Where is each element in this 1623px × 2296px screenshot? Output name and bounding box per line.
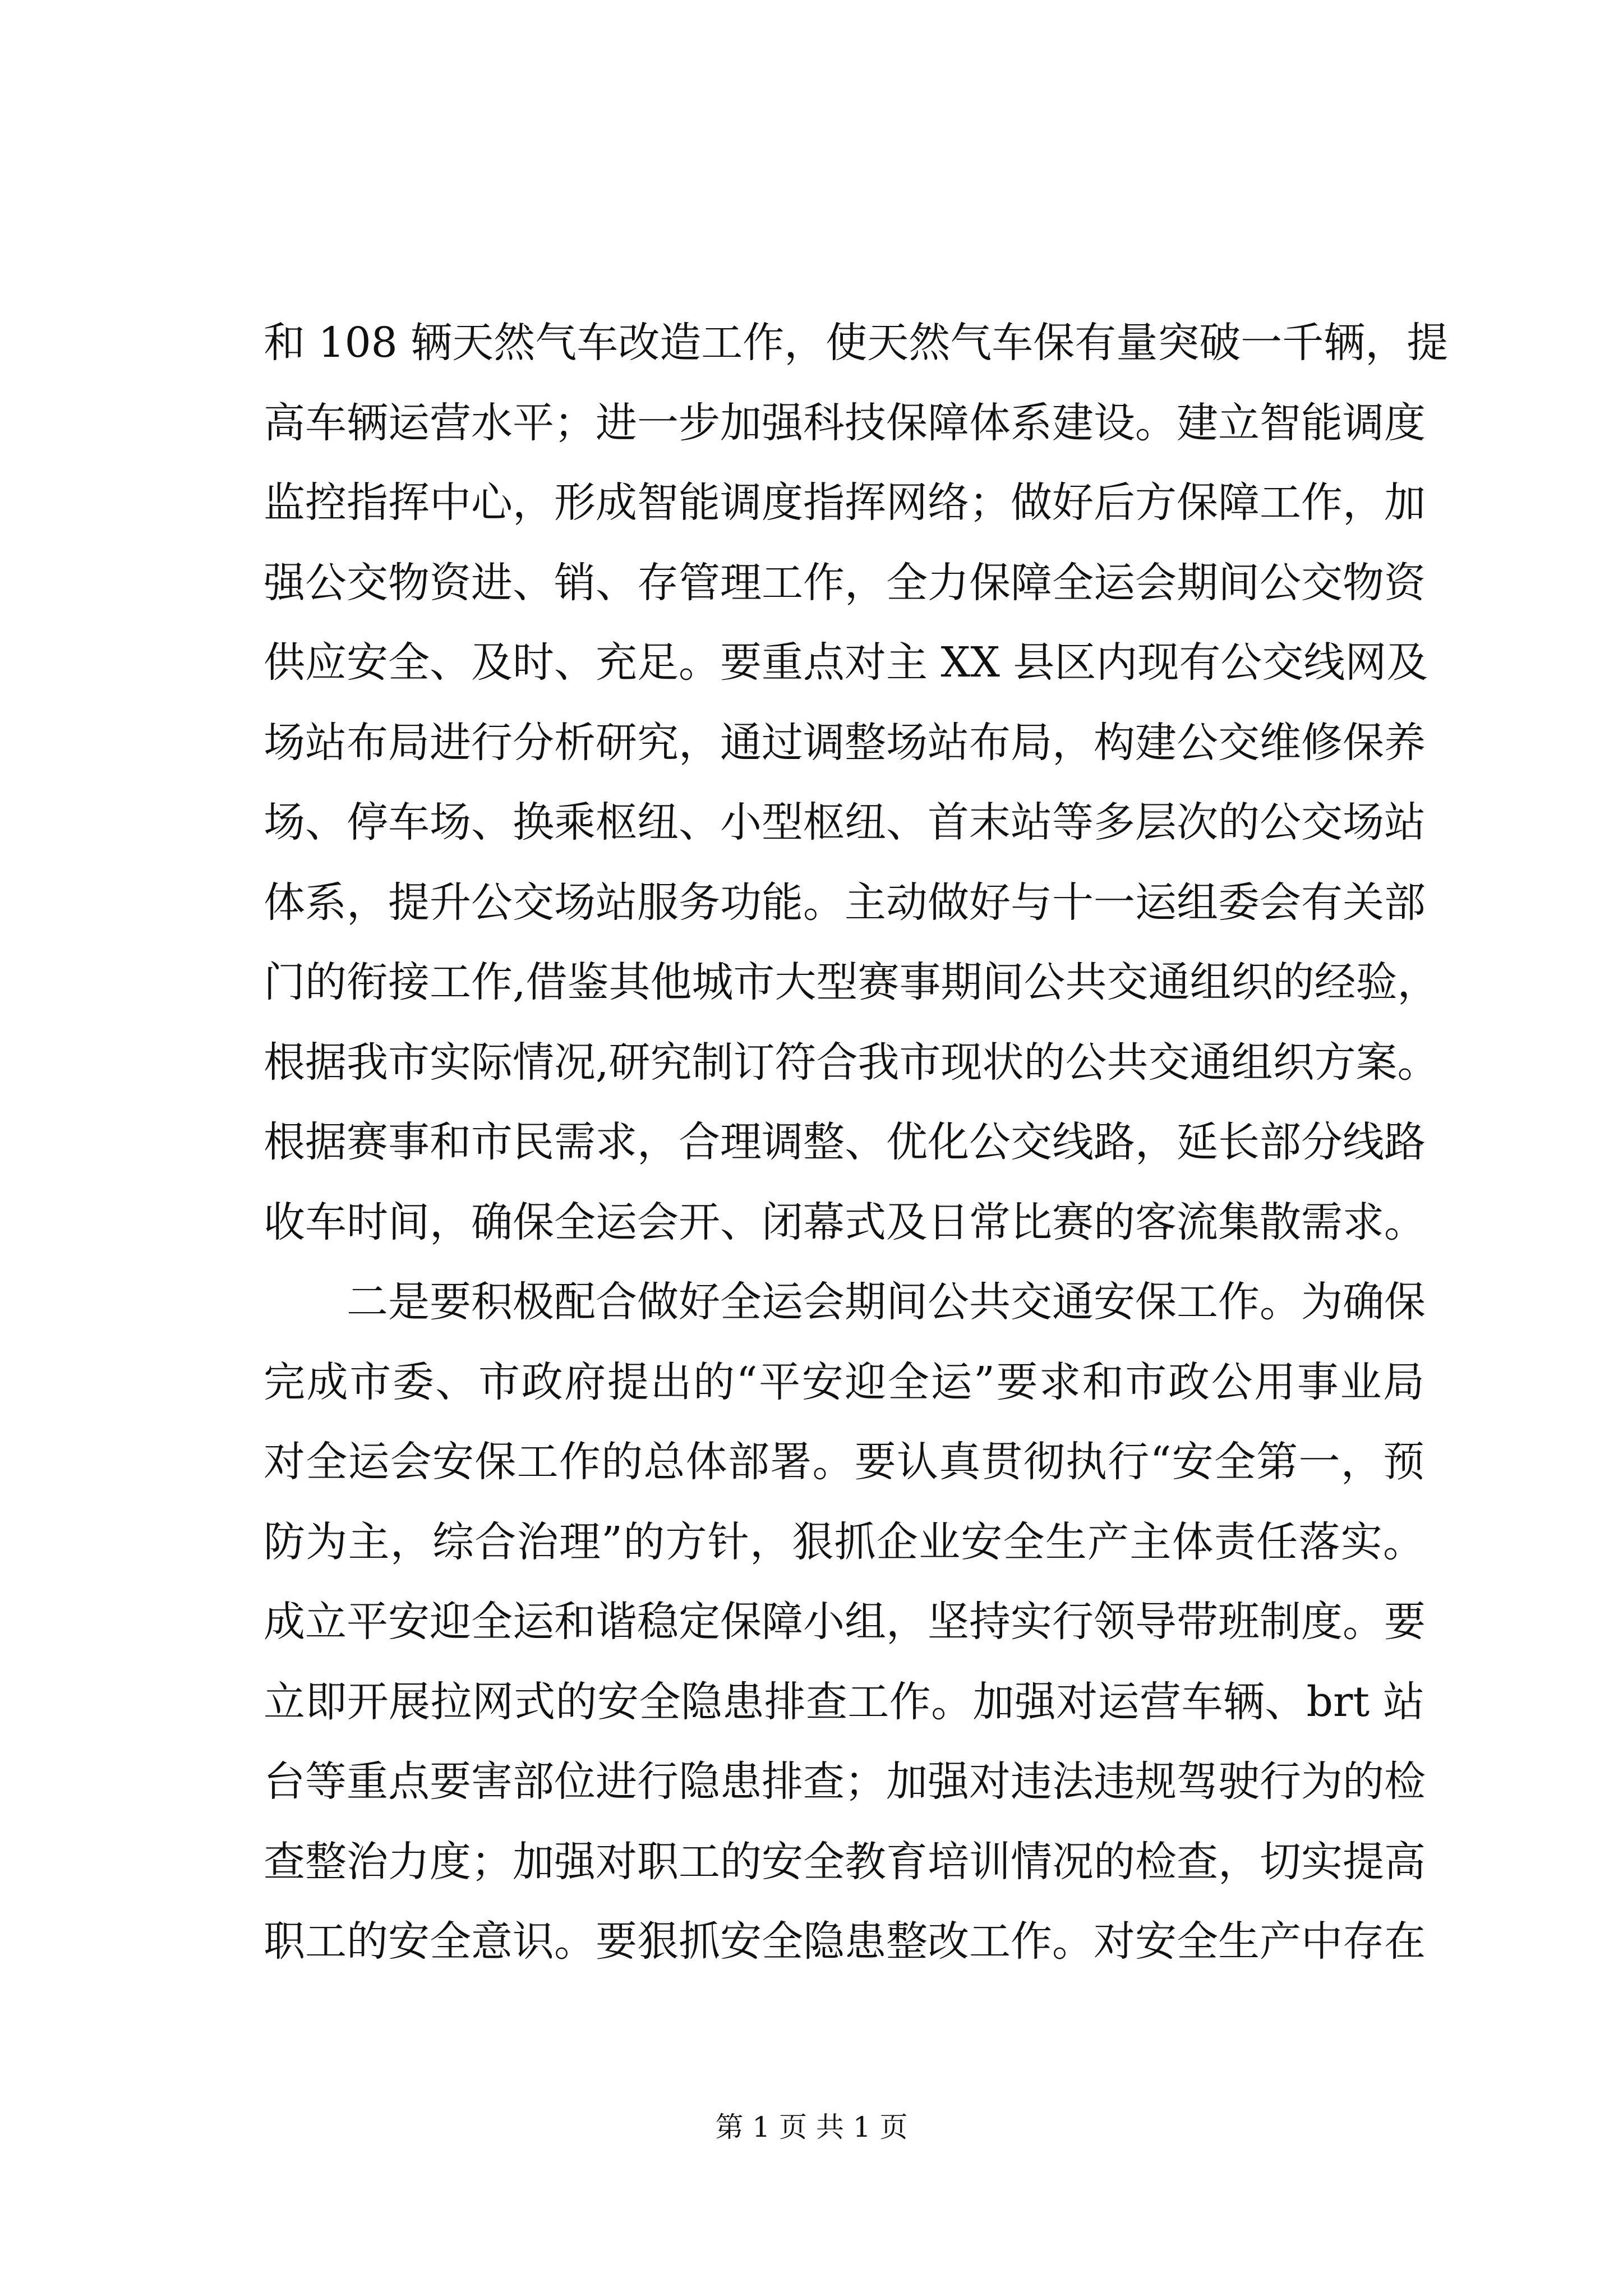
text-line: 门的衔接工作,借鉴其他城市大型赛事期间公共交通组织的经验，	[264, 958, 1439, 1006]
text-line: 强公交物资进、销、存管理工作，全力保障全运会期间公交物资	[264, 558, 1426, 607]
text-line: 收车时间，确保全运会开、闭幕式及日常比赛的客流集散需求。	[264, 1198, 1426, 1246]
page-footer: 第 1 页 共 1 页	[715, 2111, 908, 2143]
text-line: 职工的安全意识。要狠抓安全隐患整改工作。对安全生产中存在	[264, 1917, 1426, 1966]
text-line: 场、停车场、换乘枢纽、小型枢纽、首末站等多层次的公交场站	[264, 798, 1426, 846]
text-line: 根据赛事和市民需求，合理调整、优化公交线路，延长部分线路	[264, 1118, 1426, 1166]
text-line: 场站布局进行分析研究，通过调整场站布局，构建公交维修保养	[264, 718, 1426, 767]
text-line: 根据我市实际情况,研究制订符合我市现状的公共交通组织方案。	[264, 1038, 1439, 1087]
paragraph-start-line: 二是要积极配合做好全运会期间公共交通安保工作。为确保	[264, 1278, 1426, 1326]
text-line: 监控指挥中心，形成智能调度指挥网络；做好后方保障工作，加	[264, 478, 1426, 527]
text-line: 防为主，综合治理”的方针，狠抓企业安全生产主体责任落实。	[264, 1517, 1424, 1566]
text-line: 成立平安迎全运和谐稳定保障小组，坚持实行领导带班制度。要	[264, 1598, 1426, 1646]
text-line: 台等重点要害部位进行隐患排查；加强对违法违规驾驶行为的检	[264, 1757, 1426, 1806]
text-line: 高车辆运营水平；进一步加强科技保障体系建设。建立智能调度	[264, 398, 1426, 447]
text-line: 对全运会安保工作的总体部署。要认真贯彻执行“安全第一，预	[264, 1438, 1424, 1486]
text-line: 完成市委、市政府提出的“平安迎全运”要求和市政公用事业局	[264, 1358, 1424, 1406]
text-line: 供应安全、及时、充足。要重点对主 XX 县区内现有公交线网及	[264, 638, 1428, 687]
text-line: 和 108 辆天然气车改造工作，使天然气车保有量突破一千辆，提	[264, 319, 1449, 367]
body-text	[264, 303, 1449, 1982]
text-line: 体系，提升公交场站服务功能。主动做好与十一运组委会有关部	[264, 878, 1426, 927]
text-line: 查整治力度；加强对职工的安全教育培训情况的检查，切实提高	[264, 1837, 1426, 1886]
text-line: 立即开展拉网式的安全隐患排查工作。加强对运营车辆、brt 站	[264, 1677, 1424, 1726]
